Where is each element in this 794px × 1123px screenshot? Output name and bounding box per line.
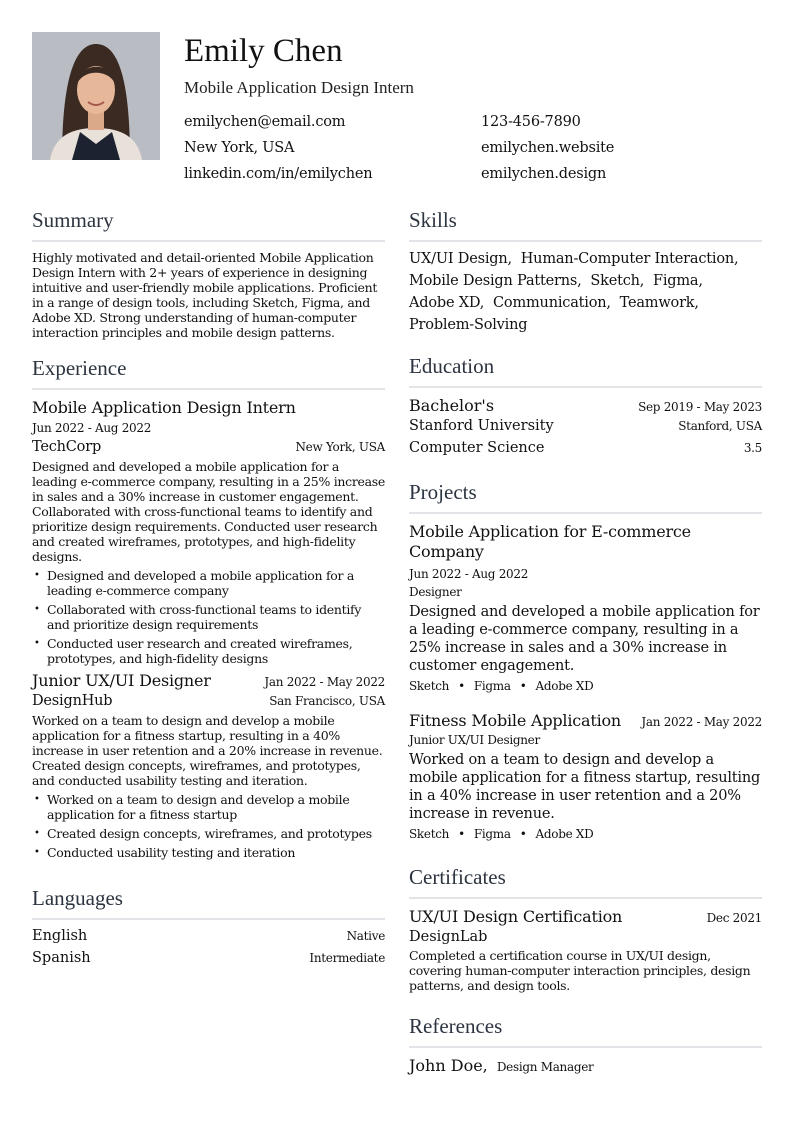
skill-item: Problem-Solving (409, 317, 528, 333)
contact-phone[interactable]: 123-456-7890 (481, 114, 581, 130)
project-title: Mobile Application for E-commerce Company (409, 522, 691, 561)
job-bullets (32, 568, 385, 666)
education-heading: Education (409, 354, 495, 378)
reference-name: John Doe, (409, 1056, 488, 1075)
job-location: San Francisco, USA (269, 694, 385, 708)
job-title: Mobile Application Design Intern (32, 398, 296, 417)
project-role: Junior UX/UI Designer (409, 733, 540, 747)
experience-item (32, 398, 385, 670)
skills-list: UX/UI Design, Human-Computer Interaction, Mobile Design Patterns, Sketch, Figma, Adobe XD, Communication, Teamwork, Problem-Solving (409, 251, 739, 333)
language-name: English (32, 928, 88, 944)
language-level: Native (346, 929, 385, 943)
list-item: • Collaborated with cross-functional teams to identify and prioritize design requirements (32, 602, 385, 632)
skill-item: Communication (493, 295, 607, 311)
contact-portfolio[interactable]: emilychen.design (481, 166, 607, 182)
project-description: Designed and developed a mobile application for a leading e-commerce company, resulting in a 25% increase in sales and a 30% increase in customer engagement. (409, 604, 760, 674)
job-dates: Jan 2022 - May 2022 (264, 675, 385, 689)
summary-divider (32, 240, 385, 242)
candidate-name: Emily Chen (184, 33, 343, 69)
job-description: Worked on a team to design and develop a mobile application for a fitness startup, resulting in a 40% increase in user retention and a 20% increase in revenue. Created design concepts, wireframes, and prototypes, and conducted usability testing and iteration. (32, 713, 383, 788)
list-item: • Conducted usability testing and iteration (32, 845, 385, 860)
tag: Sketch (409, 827, 450, 841)
references-divider (409, 1046, 762, 1048)
summary-text: Highly motivated and detail-oriented Mobile Application Design Intern with 2+ years of experience in designing intuitive and user-friendly mobile applications. Proficient in a range of design tools, including Sketch, Figma, and Adobe XD. Strong understanding of human-computer interaction principles and mobile design patterns. (32, 250, 378, 340)
certificate-item (409, 907, 762, 993)
contact-linkedin[interactable]: linkedin.com/in/emilychen (184, 166, 373, 182)
summary-heading: Summary (32, 208, 114, 232)
list-item: • Designed and developed a mobile application for a leading e-commerce company (32, 568, 385, 598)
education-location: Stanford, USA (678, 419, 762, 433)
tag: Adobe XD (535, 827, 594, 841)
job-bullets (32, 792, 385, 860)
reference-item (409, 1056, 762, 1075)
experience-divider (32, 388, 385, 390)
reference-role: Design Manager (496, 1060, 594, 1074)
skill-item: Mobile Design Patterns (409, 273, 578, 289)
education-item (409, 396, 762, 462)
language-name: Spanish (32, 950, 91, 966)
project-dates: Jun 2022 - Aug 2022 (409, 567, 529, 581)
languages-divider (32, 918, 385, 920)
contact-email[interactable]: emilychen@email.com (184, 114, 346, 130)
references-heading: References (409, 1014, 503, 1038)
project-description: Worked on a team to design and develop a mobile application for a fitness startup, resulting in a 40% increase in user retention and a 20% increase in revenue. (409, 752, 761, 822)
contact-location: New York, USA (184, 140, 295, 156)
tag: Adobe XD (535, 679, 594, 693)
job-dates: Jun 2022 - Aug 2022 (32, 421, 152, 435)
experience-item (32, 671, 385, 864)
skill-item: Adobe XD (409, 295, 480, 311)
skill-item: Sketch (590, 273, 640, 289)
education-school: Stanford University (409, 418, 554, 434)
education-field: Computer Science (409, 440, 545, 456)
experience-heading: Experience (32, 356, 127, 380)
profile-photo (32, 32, 160, 160)
project-role: Designer (409, 585, 462, 599)
education-gpa: 3.5 (743, 441, 762, 455)
job-description: Designed and developed a mobile application for a leading e-commerce company, resulting in a 25% increase in sales and a 30% increase in customer engagement. Collaborated with cross-functional teams to identify and prioritize design requirements. Conducted user research and created wireframes, prototypes, and high-fidelity designs. (32, 459, 385, 564)
list-item: • Created design concepts, wireframes, and prototypes (32, 826, 385, 841)
certificates-divider (409, 897, 762, 899)
languages-heading: Languages (32, 886, 123, 910)
job-company: DesignHub (32, 693, 113, 709)
projects-heading: Projects (409, 480, 477, 504)
list-item: • Worked on a team to design and develop a mobile application for a fitness startup (32, 792, 385, 822)
skill-item: Teamwork (619, 295, 695, 311)
skill-item: UX/UI Design (409, 251, 508, 267)
job-company: TechCorp (32, 439, 102, 455)
skills-divider (409, 240, 762, 242)
education-degree: Bachelor's (409, 396, 495, 415)
contact-website[interactable]: emilychen.website (481, 140, 615, 156)
education-divider (409, 386, 762, 388)
education-dates: Sep 2019 - May 2023 (638, 400, 762, 414)
project-dates: Jan 2022 - May 2022 (641, 715, 762, 729)
project-tags: Sketch • Figma • Adobe XD (409, 827, 594, 841)
job-title: Junior UX/UI Designer (32, 671, 211, 690)
certificate-description: Completed a certification course in UX/UI design, covering human-computer interaction principles, design patterns, and design tools. (409, 948, 751, 993)
certificates-heading: Certificates (409, 865, 506, 889)
job-location: New York, USA (295, 440, 385, 454)
project-item (409, 711, 762, 841)
skill-item: Figma (653, 273, 699, 289)
projects-divider (409, 512, 762, 514)
skills-heading: Skills (409, 208, 457, 232)
project-title: Fitness Mobile Application (409, 711, 622, 730)
language-row (32, 950, 385, 972)
language-row (32, 928, 385, 950)
tag: Sketch (409, 679, 450, 693)
skill-item: Human-Computer Interaction (520, 251, 734, 267)
candidate-title: Mobile Application Design Intern (184, 78, 414, 97)
certificate-issuer: DesignLab (409, 929, 488, 945)
language-level: Intermediate (309, 951, 385, 965)
list-item: • Conducted user research and created wireframes, prototypes, and high-fidelity designs (32, 636, 385, 666)
tag: Figma (473, 827, 511, 841)
languages-list (32, 928, 385, 972)
project-item (409, 522, 762, 693)
project-tags: Sketch • Figma • Adobe XD (409, 679, 594, 693)
certificate-title: UX/UI Design Certification (409, 907, 623, 926)
tag: Figma (473, 679, 511, 693)
certificate-date: Dec 2021 (706, 911, 762, 925)
